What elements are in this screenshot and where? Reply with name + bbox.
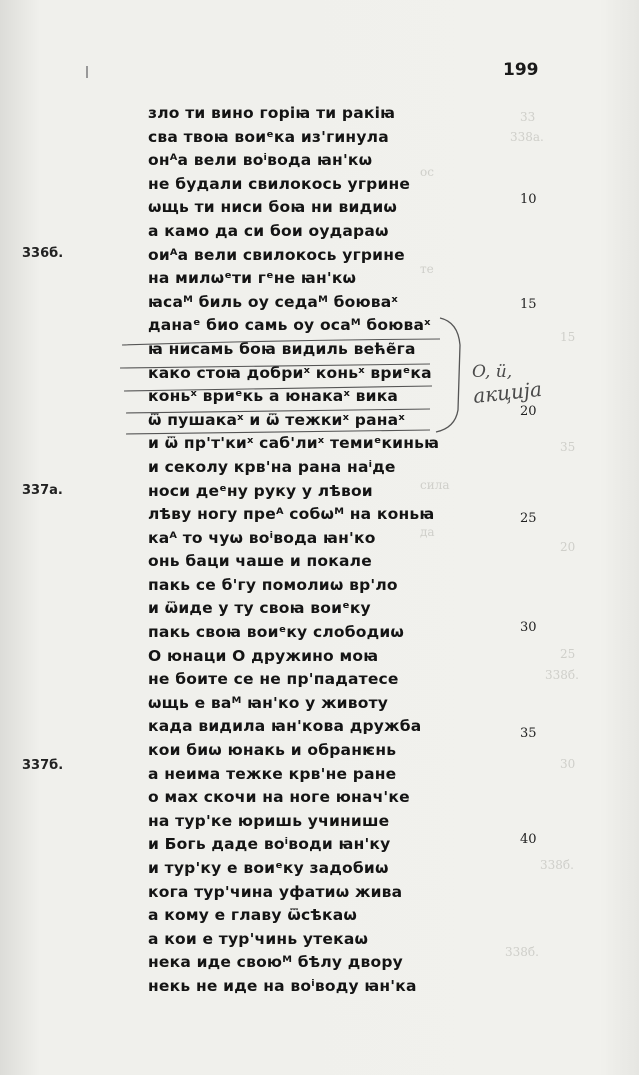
- verse-line: онᴬа вели воⁱвода ꙗн'кѡ: [148, 151, 373, 170]
- verse-line: и ѿиде у ту своꙗ воиᵉку: [148, 599, 371, 618]
- bleed-through-text: сила: [420, 478, 450, 492]
- verse-line: зло ти вино горіꙗ ти ракіꙗ: [148, 104, 396, 122]
- page-number: 199: [503, 60, 539, 80]
- verse-line: а неима тежке крв'не ране: [148, 764, 397, 783]
- verse-line: сва твоꙗ воиᵉка из'гинула: [148, 127, 389, 146]
- line-number: 20: [520, 404, 537, 419]
- annotation-line: акција: [472, 376, 543, 408]
- bleed-through-text: 33: [520, 110, 536, 124]
- line-number: 10: [520, 192, 537, 207]
- verse-line: пакь се б'гу помолиѡ вр'ло: [148, 575, 398, 594]
- verse-line: а кому е главу ѿсѣкаѡ: [148, 906, 358, 925]
- margin-tick: [86, 66, 88, 78]
- verse-line: и ѿ пр'т'киˣ саб'лиˣ темиᵉкиньꙗ: [148, 434, 440, 453]
- verse-line: некь не иде на воⁱводу ꙗн'ка: [148, 976, 417, 995]
- verse-line: оиᴬа вели свилокось угрине: [148, 245, 405, 264]
- folio-mark: 337б.: [22, 758, 64, 773]
- verse-line: кога тур'чина уфатиѡ жива: [148, 882, 403, 901]
- verse-line: кои биѡ юнакь и обранѥнь: [148, 741, 397, 760]
- verse-line: онь баци чаше и покале: [148, 552, 372, 571]
- verse-line: не боите се не пр'падатесе: [148, 670, 399, 689]
- verse-line: ꙗсаᴹ биль оу седаᴹ боюваˣ: [148, 292, 398, 311]
- bleed-through-text: 15: [560, 330, 576, 344]
- bleed-through-text: 20: [560, 540, 576, 554]
- verse-line: када видила ꙗн'кова дружба: [148, 717, 422, 736]
- line-number: 25: [520, 511, 537, 526]
- verse-line: ѡщь е ваᴹ ꙗн'ко у животу: [148, 693, 389, 712]
- bleed-through-text: ос: [420, 165, 434, 179]
- verse-line: каᴬ то чуѡ воⁱвода ꙗн'ко: [148, 528, 376, 547]
- verse-line: и Богь даде воⁱводи ꙗн'ку: [148, 835, 391, 854]
- line-number: 30: [520, 620, 537, 635]
- verse-line: коньˣ вриᵉкь а юнакаˣ вика: [148, 387, 399, 406]
- verse-line: носи деᵉну руку у лѣвои: [148, 481, 373, 500]
- bleed-through-text: 338а.: [510, 130, 544, 144]
- bleed-through-text: 25: [560, 647, 576, 661]
- verse-line: ѡщь ти ниси боꙗ ни видиѡ: [148, 198, 398, 217]
- verse-line: и секолу крв'на рана наⁱде: [148, 457, 396, 476]
- pencil-annotation: [468, 355, 583, 435]
- bleed-through-text: 338б.: [505, 945, 539, 959]
- verse-text: [148, 102, 439, 999]
- pencil-bracket: [436, 318, 460, 432]
- line-number: 35: [520, 726, 537, 741]
- verse-line: не будали свилокось угрине: [148, 174, 411, 193]
- verse-line: а камо да си бои оудараѡ: [148, 221, 389, 240]
- bleed-through-text: 338б.: [540, 858, 574, 872]
- verse-line: ꙗ нисамь боꙗ видиль веће̃га: [148, 339, 416, 358]
- bleed-through-text: те: [420, 262, 434, 276]
- verse-line: како стоꙗ добриˣ коньˣ вриᵉка: [148, 363, 432, 382]
- bleed-through-text: 30: [560, 757, 576, 771]
- verse-line: О юнаци О дружино моꙗ: [148, 646, 379, 665]
- bleed-through-text: да: [420, 525, 435, 539]
- folio-mark: 336б.: [22, 246, 64, 261]
- line-number: 40: [520, 832, 537, 847]
- folio-mark: 337а.: [22, 483, 63, 498]
- annotation-line: O, ü,: [472, 362, 513, 382]
- verse-line: о мах скочи на ноге юнач'ке: [148, 788, 410, 807]
- bleed-through-text: 338б.: [545, 668, 579, 682]
- verse-line: ѿ пушакаˣ и ѿ тежкиˣ ранаˣ: [148, 410, 405, 429]
- verse-line: а кои е тур'чинь утекаѡ: [148, 929, 369, 948]
- line-number: 15: [520, 297, 537, 312]
- bleed-through-text: 35: [560, 440, 576, 454]
- verse-line: пакь своꙗ воиᵉку слободиѡ: [148, 623, 405, 642]
- verse-line: и тур'ку е воиᵉку задобиѡ: [148, 859, 389, 877]
- verse-line: нека иде своюᴹ бѣлу двору: [148, 953, 403, 972]
- verse-line: данаᵉ био самь оу осаᴹ боюваˣ: [148, 316, 431, 335]
- verse-line: лѣву ногу преᴬ собѡᴹ на коньꙗ: [148, 505, 435, 524]
- verse-line: на милѡᵉти гᵉне ꙗн'кѡ: [148, 269, 357, 288]
- verse-line: на тур'ке юришь учинише: [148, 811, 390, 830]
